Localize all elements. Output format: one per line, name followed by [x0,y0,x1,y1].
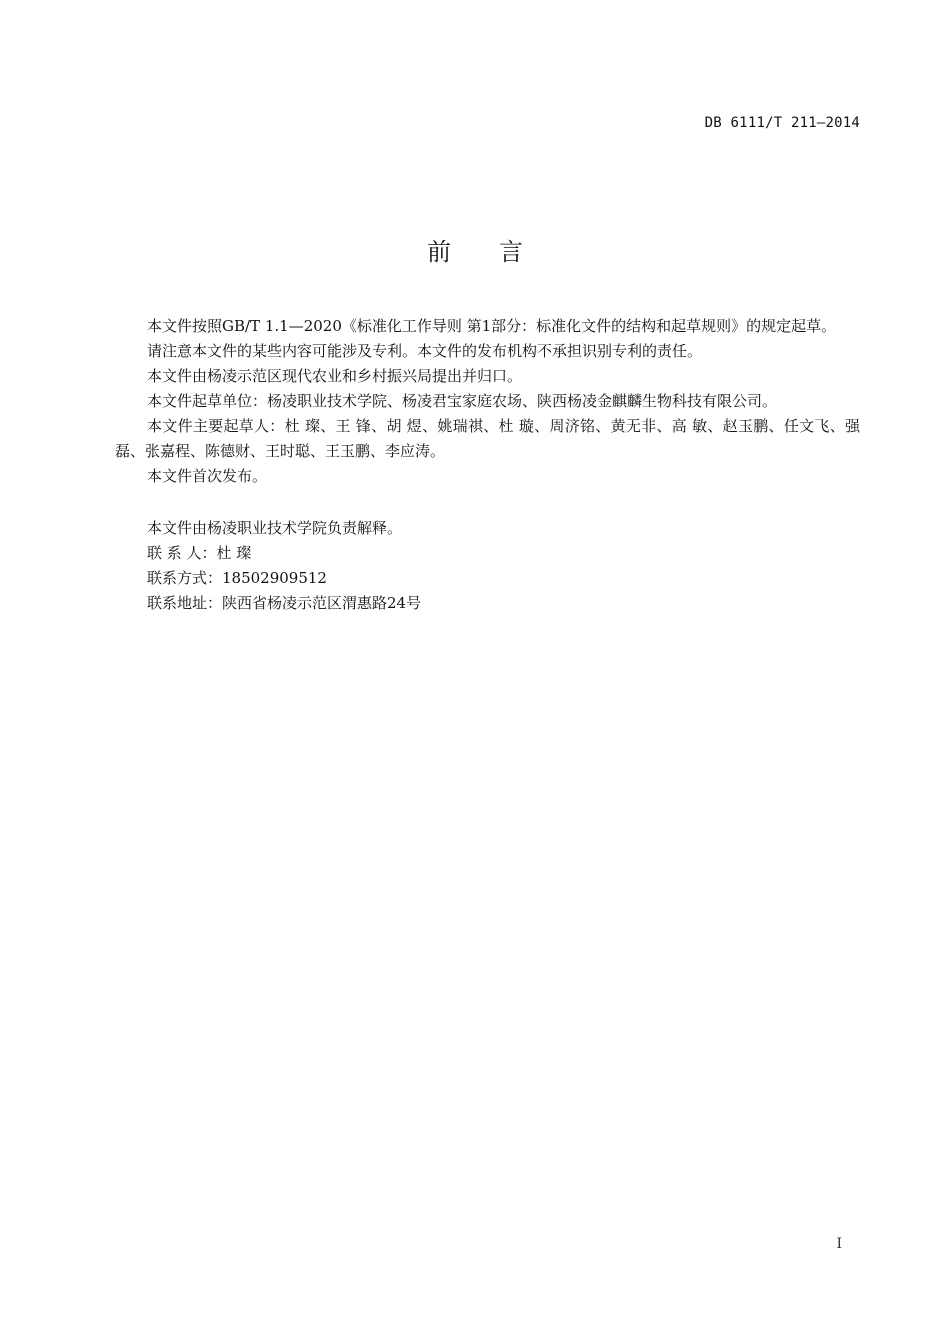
paragraph-proposer: 本文件由杨凌示范区现代农业和乡村振兴局提出并归口。 [147,367,523,385]
paragraph-drafting-units: 本文件起草单位：杨凌职业技术学院、杨凌君宝家庭农场、陕西杨凌金麒麟生物科技有限公司。 [147,392,778,410]
contact-phone: 联系方式：18502909512 [147,569,327,587]
page-number: I [836,1236,842,1252]
contact-person: 联 系 人：杜 璨 [147,544,252,562]
paragraph-drafters: 本文件主要起草人：杜 璨、王 锋、胡 煜、姚瑞祺、杜 璇、周济铭、黄无非、高 敏、赵玉鹏、任文飞、强 磊、张嘉程、陈德财、王时聪、王玉鹏、李应涛。 [115,417,860,460]
title-char-1: 前 [427,238,451,266]
section-spacer [115,489,860,516]
document-body [115,314,860,616]
page-title [0,232,950,267]
paragraph-first-release: 本文件首次发布。 [147,467,268,485]
title-char-2: 言 [499,238,523,266]
document-code: DB 6111/T 211—2014 [704,115,860,131]
contact-interpretation: 本文件由杨凌职业技术学院负责解释。 [147,519,403,537]
contact-address: 联系地址：陕西省杨凌示范区渭惠路24号 [147,594,422,612]
paragraph-drafting-basis: 本文件按照GB/T 1.1—2020《标准化工作导则 第1部分：标准化文件的结构和起草规则》的规定起草。 [147,317,837,335]
paragraph-patent-notice: 请注意本文件的某些内容可能涉及专利。本文件的发布机构不承担识别专利的责任。 [147,342,703,360]
